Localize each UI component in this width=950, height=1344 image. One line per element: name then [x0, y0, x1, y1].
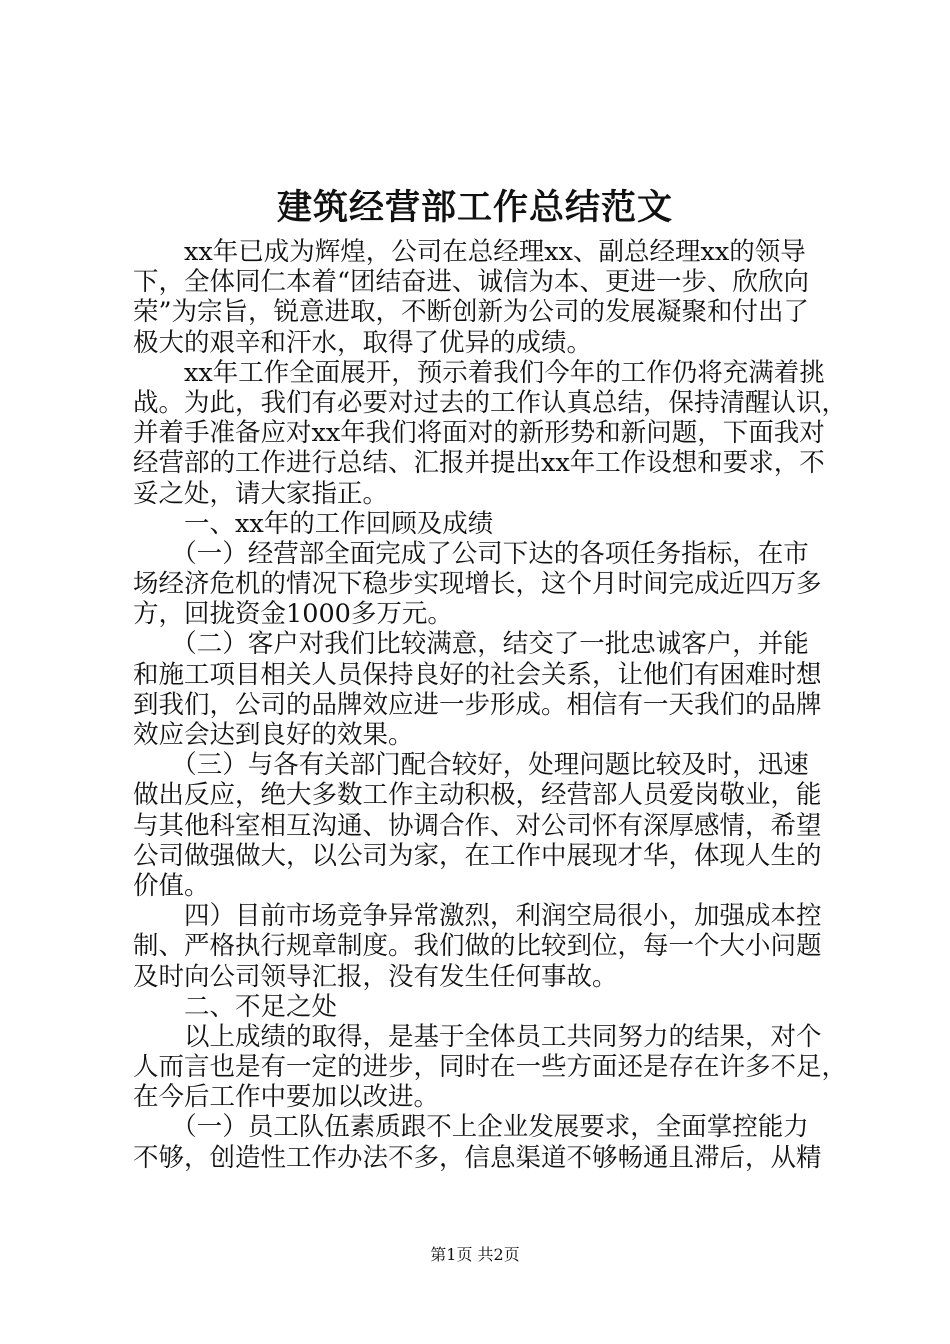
body-line: （一）员工队伍素质跟不上企业发展要求，全面掌控能力	[133, 1112, 809, 1143]
body-line: 以上成绩的取得，是基于全体员工共同努力的结果，对个	[133, 1021, 822, 1052]
paragraph-item-3	[133, 750, 830, 901]
paragraph-overview	[133, 357, 848, 509]
paragraph-item-2	[133, 629, 830, 750]
body-line: xx年已成为辉煌，公司在总经理xx、副总经理xx的领导	[133, 237, 806, 267]
body-line: 场经济危机的情况下稳步实现增长，这个月时间完成近四万多	[133, 569, 822, 600]
body-line: 不够，创造性工作办法不多，信息渠道不够畅通且滞后，从精	[133, 1142, 822, 1173]
body-line: 人而言也是有一定的进步，同时在一些方面还是存在许多不足，	[133, 1052, 848, 1083]
paragraph-item-4	[133, 901, 830, 992]
body-line: 并着手准备应对xx年我们将面对的新形势和新问题，下面我对	[133, 418, 825, 449]
page-footer: 第1页 共2页	[430, 1245, 520, 1264]
body-line: 做出反应，绝大多数工作主动积极，经营部人员爱岗敬业，能	[133, 780, 822, 811]
body-line: 荣”为宗旨，锐意进取，不断创新为公司的发展凝聚和付出了	[133, 297, 810, 328]
section-heading: 二、不足之处	[133, 991, 338, 1022]
body-line: 及时向公司领导汇报，没有发生任何事故。	[133, 961, 618, 992]
body-line: （二）客户对我们比较满意，结交了一批忠诚客户，并能	[133, 629, 809, 660]
body-line: 妥之处，请大家指正。	[133, 478, 389, 509]
document-title: 建筑经营部工作总结范文	[276, 187, 673, 228]
paragraph-shortcomings-intro	[133, 1021, 848, 1113]
document-body	[133, 237, 848, 1173]
body-line: 经营部的工作进行总结、汇报并提出xx年工作设想和要求，不	[133, 448, 825, 479]
body-line: 制、严格执行规章制度。我们做的比较到位，每一个大小问题	[133, 931, 822, 962]
section-heading-review	[133, 509, 830, 539]
paragraph-shortcoming-1	[133, 1112, 830, 1172]
body-line: 与其他科室相互沟通、协调合作、对公司怀有深厚感情，希望	[133, 810, 822, 841]
body-line: 战。为此，我们有必要对过去的工作认真总结，保持清醒认识，	[133, 387, 848, 418]
body-line: 价值。	[133, 870, 210, 901]
body-line: 四）目前市场竞争异常激烈，利润空局很小，加强成本控	[133, 901, 822, 932]
body-line: xx年工作全面展开，预示着我们今年的工作仍将充满着挑	[133, 357, 825, 388]
body-line: 方，回拢资金1000多万元。	[133, 599, 453, 630]
body-line: 效应会达到良好的效果。	[133, 720, 414, 750]
body-line: 到我们，公司的品牌效应进一步形成。相信有一天我们的品牌	[133, 689, 822, 720]
body-line: （三）与各有关部门配合较好，处理问题比较及时，迅速	[133, 750, 809, 781]
section-heading: 一、xx年的工作回顾及成绩	[133, 508, 494, 539]
paragraph-item-1	[133, 539, 830, 630]
body-line: 在今后工作中要加以改进。	[133, 1082, 440, 1113]
body-line: 和施工项目相关人员保持良好的社会关系，让他们有困难时想	[133, 659, 822, 690]
body-line: 极大的艰辛和汗水，取得了优异的成绩。	[133, 327, 593, 358]
body-line: 下，全体同仁本着“团结奋进、诚信为本、更进一步、欣欣向	[133, 267, 810, 298]
body-line: （一）经营部全面完成了公司下达的各项任务指标，在市	[133, 538, 809, 569]
paragraph-intro	[133, 237, 830, 358]
body-line: 公司做强做大，以公司为家，在工作中展现才华，体现人生的	[133, 840, 822, 871]
section-heading-shortcomings	[133, 992, 830, 1022]
